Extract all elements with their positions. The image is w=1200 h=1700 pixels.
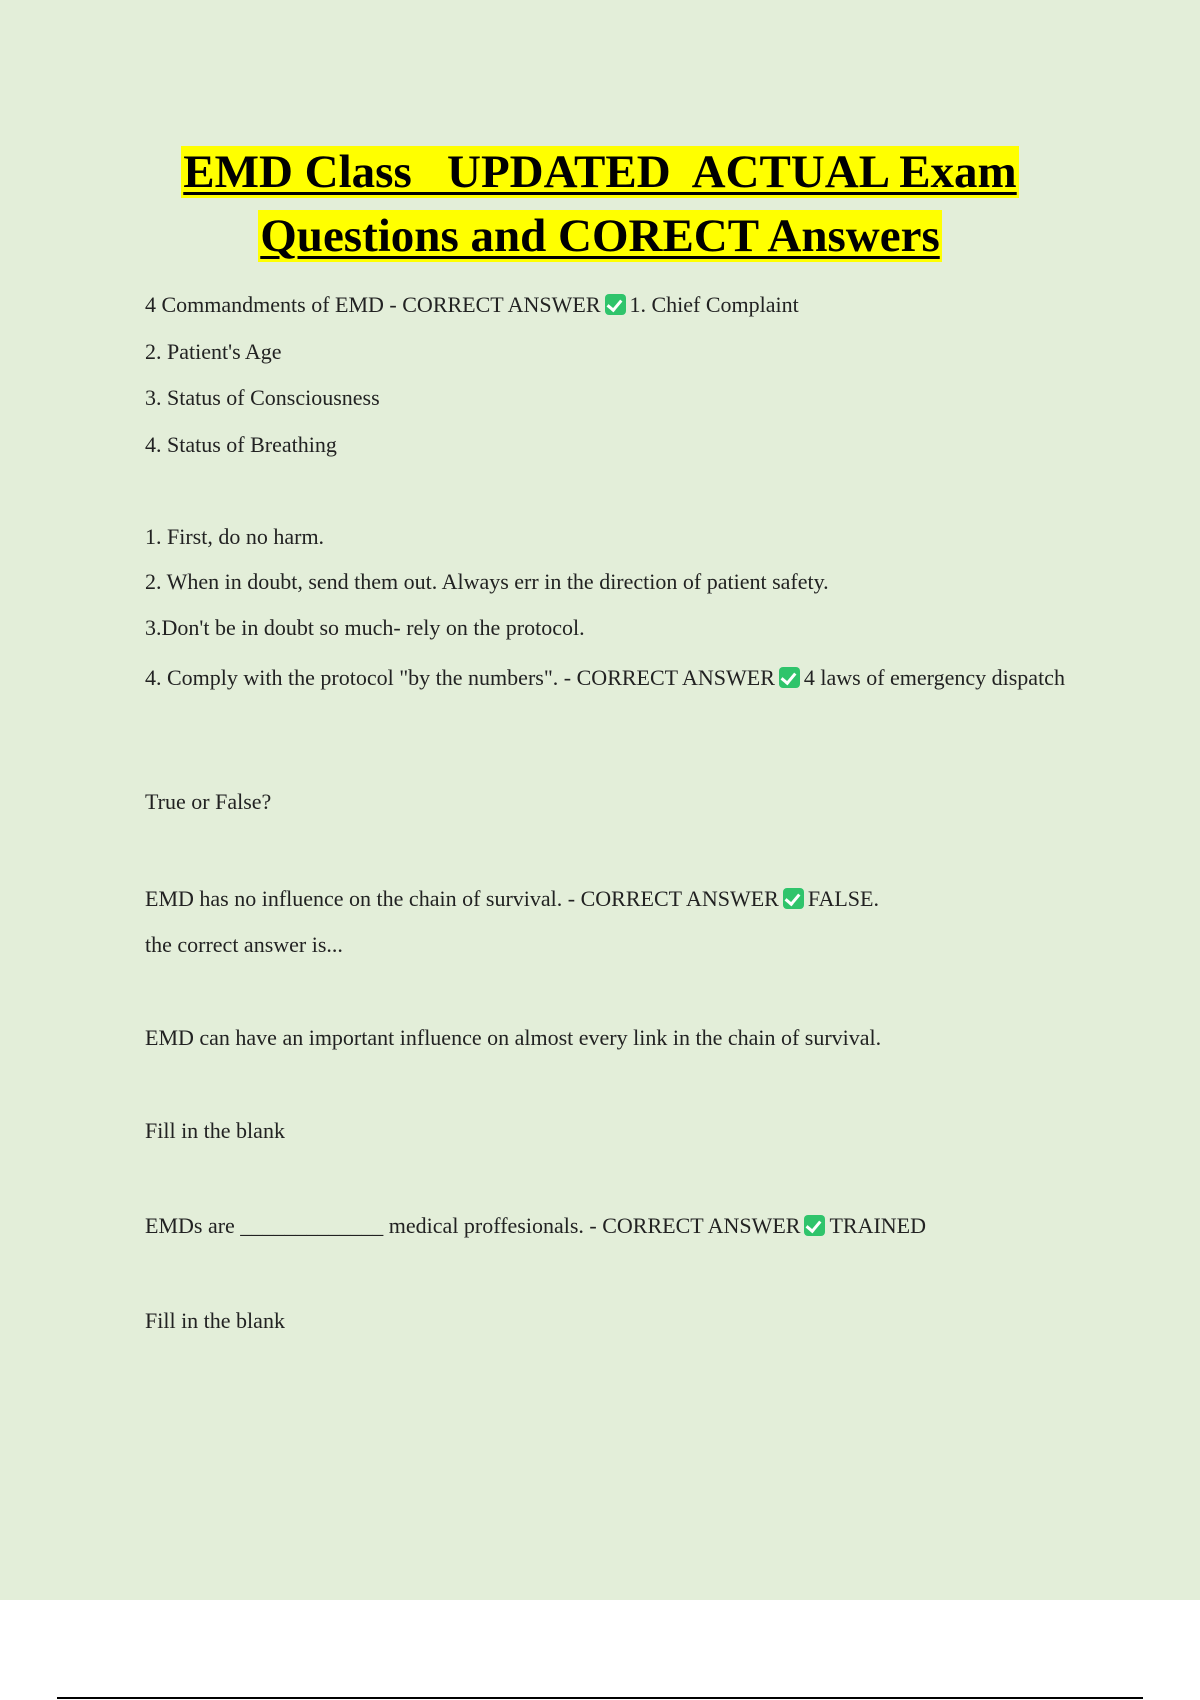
check-box-icon <box>804 1215 825 1236</box>
list-item: 4. Status of Breathing <box>145 432 337 457</box>
list-item: 2. When in doubt, send them out. Always err in the direction of patient safety. <box>145 569 829 594</box>
question-text: 4 Commandments of EMD - CORRECT ANSWER <box>145 292 601 317</box>
answer-text: TRAINED <box>829 1213 927 1238</box>
title-line-1: EMD Class UPDATED ACTUAL Exam <box>183 146 1017 198</box>
list-item: 3. Status of Consciousness <box>145 385 380 410</box>
document-title <box>0 140 1200 268</box>
qa-item-3 <box>145 884 1085 914</box>
list-item: 1. First, do no harm. <box>145 524 325 549</box>
section-heading: Fill in the blank <box>145 1118 285 1143</box>
check-box-icon <box>605 294 626 315</box>
footer-divider <box>57 1697 1143 1699</box>
answer-text: 1. Chief Complaint <box>629 292 799 317</box>
list-item: 2. Patient's Age <box>145 339 282 364</box>
answer-explanation: EMD can have an important influence on almost every link in the chain of survival. <box>145 1025 882 1050</box>
qa-item-1 <box>145 290 1085 320</box>
list-item: 3.Don't be in doubt so much- rely on the protocol. <box>145 615 585 640</box>
qa-item-4 <box>145 1211 1085 1241</box>
check-box-icon <box>783 888 804 909</box>
qa-item-2 <box>145 663 1085 693</box>
answer-text: FALSE. <box>807 886 879 911</box>
section-heading: True or False? <box>145 789 272 814</box>
section-heading: Fill in the blank <box>145 1308 285 1333</box>
title-line-2: Questions and CORECT Answers <box>260 210 940 262</box>
question-text: EMD has no influence on the chain of survival. - CORRECT ANSWER <box>145 886 779 911</box>
check-box-icon <box>779 667 800 688</box>
answer-text: 4 laws of emergency dispatch <box>803 665 1065 690</box>
question-text: EMDs are _____________ medical proffesionals. - CORRECT ANSWER <box>145 1213 801 1238</box>
answer-note: the correct answer is... <box>145 932 343 957</box>
question-text: 4. Comply with the protocol "by the numbers". - CORRECT ANSWER <box>145 665 775 690</box>
